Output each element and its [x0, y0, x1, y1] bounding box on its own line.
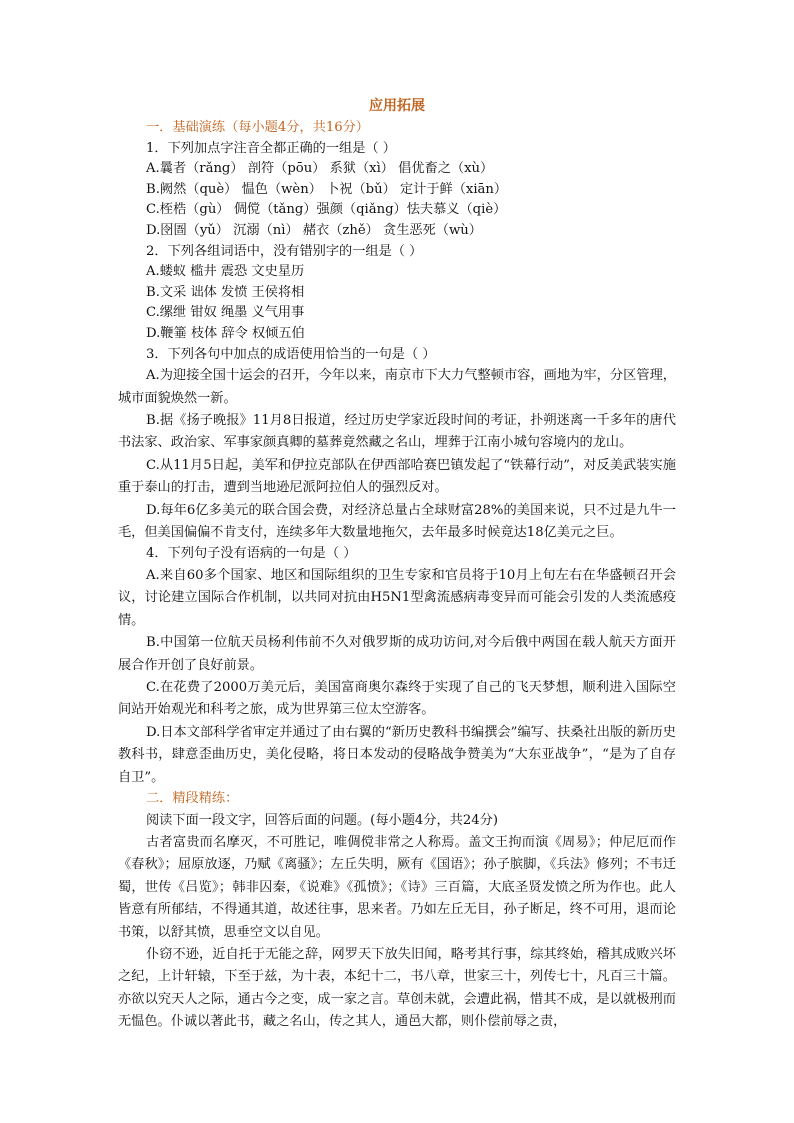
question-3-option-d: D.每年6亿多美元的联合国会费，对经济总量占全球财富28%的美国来说，只不过是九牛一毛，但美国偏偏不肯支付，连续多年大数量地拖欠，去年最多时候竟达18亿美元之巨。: [118, 502, 676, 540]
question-4-stem: 4．下列句子没有语病的一句是（ ）: [146, 546, 357, 562]
question-2-stem: 2．下列各组词语中，没有错别字的一组是（ ）: [146, 243, 423, 259]
question-3-option-b: B.据《扬子晚报》11月8日报道，经过历史学家近段时间的考证，扑朔迷离一千多年的唐代书法家、政治家、军事家颜真卿的墓葬竟然藏之名山，埋葬于江南小城句容境内的龙山。: [118, 412, 676, 451]
question-1-option-b: B.阙然（què） 愠色（wèn） 卜祝（bǔ） 定计于鲜（xiān）: [146, 181, 508, 197]
question-4-option-d: D.日本文部科学省审定并通过了由右翼的“新历史教科书编撰会”编写、扶桑社出版的新历史教科书，肆意歪曲历史，美化侵略，将日本发动的侵略战争赞美为“大东亚战争”，“是为了自存自卫”。: [118, 724, 676, 785]
question-1-option-d: D.囹圄（yǔ） 沉溺（nì） 赭衣（zhě） 贪生恶死（wù）: [146, 222, 482, 238]
question-3-option-c: C.从11月5日起，美军和伊拉克部队在伊西部哈赛巴镇发起了“铁幕行动”，对反美武装实施重于泰山的打击，遭到当地逊尼派阿拉伯人的强烈反对。: [118, 457, 676, 496]
reading-passage-paragraph-2: 仆窃不逊，近自托于无能之辞，网罗天下放失旧闻，略考其行事，综其终始，稽其成败兴坏之纪，上计轩辕，下至于兹，为十表，本纪十二，书八章，世家三十，列传七十，凡百三十篇。亦欲以究天人之际，通古今之变，成一家之言。草创未就，会遭此祸，惜其不成，是以就极刑而无愠色。仆诚以著此书，藏之名山，传之其人，通邑大都，则仆偿前辱之责，: [118, 947, 676, 1030]
question-1-stem: 1．下列加点字注音全都正确的一组是（ ）: [146, 140, 396, 156]
question-4-option-a: A.来自60多个国家、地区和国际组织的卫生专家和官员将于10月上旬左右在华盛顿召开会议，讨论建立国际合作机制，以共同对抗由H5N1型禽流感病毒变异而可能会引发的人类流感疫情。: [118, 567, 676, 628]
page-title: 应用拓展: [369, 98, 425, 114]
question-3-option-a: A.为迎接全国十运会的召开，今年以来，南京市下大力气整顿市容，画地为牢，分区管理，城市面貌焕然一新。: [118, 368, 676, 406]
reading-passage-paragraph-1: 古者富贵而名摩灭，不可胜记，唯倜傥非常之人称焉。盖文王拘而演《周易》；仲尼厄而作《春秋》；屈原放逐，乃赋《离骚》；左丘失明，厥有《国语》；孙子膑脚，《兵法》修列；不韦迁蜀，世传《吕览》；韩非囚秦，《说难》《孤愤》；《诗》三百篇，大底圣贤发愤之所为作也。此人皆意有所郁结，不得通其道，故述往事，思来者。乃如左丘无目，孙子断足，终不可用，退而论书策，以舒其愤，思垂空文以自见。: [118, 835, 676, 940]
reading-instructions: 阅读下面一段文字，回答后面的问题。(每小题4分，共24分): [146, 812, 498, 828]
question-1-option-a: A.曩者（rǎng） 剖符（pōu） 系狱（xì） 倡优畜之（xù）: [146, 161, 494, 177]
question-4-option-b: B.中国第一位航天员杨利伟前不久对俄罗斯的成功访问,对今后俄中两国在载人航天方面开展合作开创了良好前景。: [118, 635, 676, 673]
question-2-option-a: A.蝼蚁 槛井 震恐 文史星历: [146, 264, 305, 280]
section-heading-basic: 一．基础演练（每小题4分，共16分）: [146, 120, 369, 135]
question-4-option-c: C.在花费了2000万美元后，美国富商奥尔森终于实现了自己的飞天梦想，顺利进入国际空间站开始观光和科考之旅，成为世界第三位太空游客。: [118, 680, 676, 718]
question-2-option-d: D.鞭箠 枝体 辞令 权倾五伯: [146, 325, 305, 341]
question-2-option-c: C.缧绁 钳奴 绳墨 义气用事: [146, 305, 305, 321]
section-heading-reading: 二．精段精练：: [146, 791, 239, 807]
question-2-option-b: B.文采 诎体 发愤 王侯将相: [146, 284, 305, 300]
question-3-stem: 3．下列各句中加点的成语使用恰当的一句是（ ）: [146, 346, 436, 362]
question-1-option-c: C.桎梏（gù） 倜傥（tǎng）强颜（qiǎng）怯夫慕义（qiè）: [146, 202, 507, 218]
